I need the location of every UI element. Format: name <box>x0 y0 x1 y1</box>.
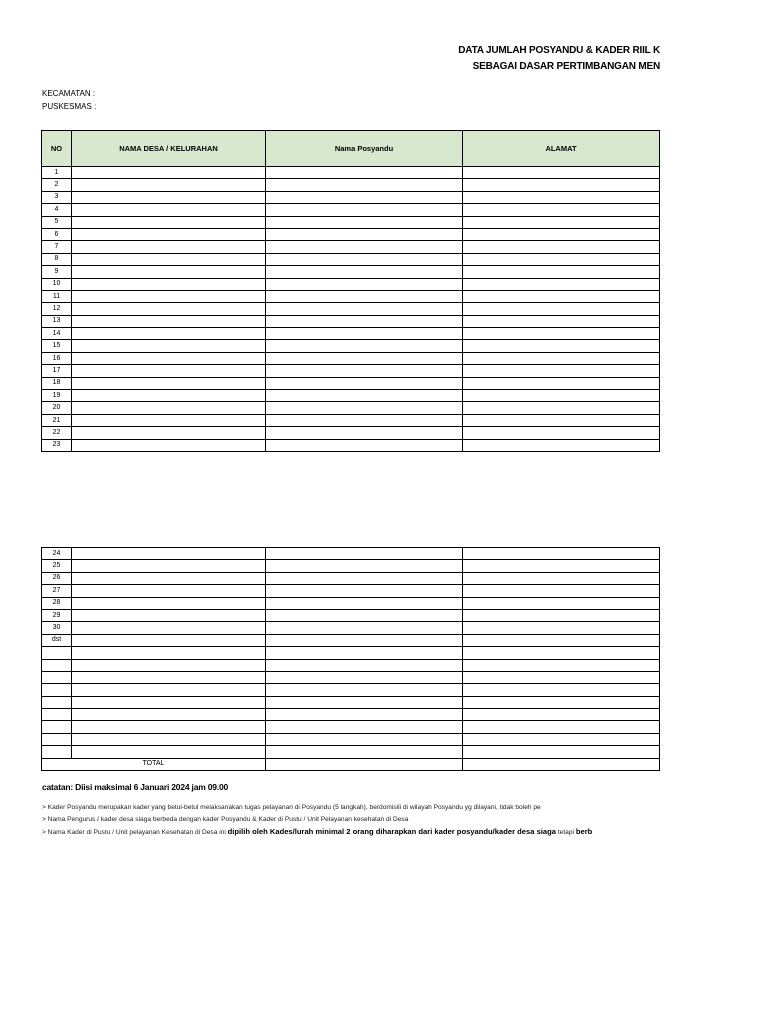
row-number-cell: 25 <box>42 560 72 572</box>
nama-posyandu-cell[interactable] <box>266 365 463 377</box>
table-row <box>42 167 660 179</box>
alamat-cell[interactable] <box>463 696 660 708</box>
nama-desa-cell[interactable] <box>72 377 266 389</box>
nama-posyandu-cell[interactable] <box>266 609 463 621</box>
table-row <box>42 548 660 560</box>
row-number-cell <box>42 671 72 683</box>
alamat-cell[interactable] <box>463 609 660 621</box>
column-header-alamat: ALAMAT <box>463 131 660 167</box>
row-number-cell: 27 <box>42 585 72 597</box>
nama-desa-cell[interactable] <box>72 278 266 290</box>
alamat-cell[interactable] <box>463 241 660 253</box>
nama-posyandu-cell[interactable] <box>266 647 463 659</box>
alamat-cell[interactable] <box>463 709 660 721</box>
row-number-cell <box>42 659 72 671</box>
nama-posyandu-cell[interactable] <box>266 216 463 228</box>
nama-posyandu-cell[interactable] <box>266 352 463 364</box>
column-header-nama-posyandu: Nama Posyandu <box>266 131 463 167</box>
nama-posyandu-cell[interactable] <box>266 191 463 203</box>
nama-desa-cell[interactable] <box>72 709 266 721</box>
nama-desa-cell[interactable] <box>72 303 266 315</box>
nama-posyandu-cell[interactable] <box>266 167 463 179</box>
nama-desa-cell[interactable] <box>72 315 266 327</box>
nama-desa-cell[interactable] <box>72 671 266 683</box>
nama-posyandu-cell[interactable] <box>266 548 463 560</box>
table-row <box>42 696 660 708</box>
alamat-cell[interactable] <box>463 684 660 696</box>
nama-desa-cell[interactable] <box>72 733 266 745</box>
alamat-cell[interactable] <box>463 647 660 659</box>
total-label: TOTAL <box>42 758 266 770</box>
table-row <box>42 365 660 377</box>
nama-desa-cell[interactable] <box>72 647 266 659</box>
alamat-cell[interactable] <box>463 352 660 364</box>
alamat-cell[interactable] <box>463 303 660 315</box>
row-number-cell: 5 <box>42 216 72 228</box>
table-row <box>42 733 660 745</box>
nama-posyandu-cell[interactable] <box>266 721 463 733</box>
nama-desa-cell[interactable] <box>72 597 266 609</box>
row-number-cell: 29 <box>42 609 72 621</box>
table-row <box>42 328 660 340</box>
nama-posyandu-cell[interactable] <box>266 204 463 216</box>
nama-desa-cell[interactable] <box>72 684 266 696</box>
row-number-cell: dst <box>42 634 72 646</box>
note-line: > Nama Pengurus / kader desa siaga berbeda dengan kader Posyandu & Kader di Pustu / Unit Pelayanan kesehatan di Desa <box>42 816 409 823</box>
puskesmas-label: PUSKESMAS : <box>42 102 97 111</box>
table-row <box>42 303 660 315</box>
alamat-cell[interactable] <box>463 548 660 560</box>
posyandu-table-continued <box>41 547 660 771</box>
row-number-cell: 28 <box>42 597 72 609</box>
nama-posyandu-cell[interactable] <box>266 340 463 352</box>
row-number-cell: 17 <box>42 365 72 377</box>
nama-desa-cell[interactable] <box>72 622 266 634</box>
nama-desa-cell[interactable] <box>72 228 266 240</box>
nama-posyandu-cell[interactable] <box>266 696 463 708</box>
nama-posyandu-cell[interactable] <box>266 328 463 340</box>
table-row <box>42 684 660 696</box>
nama-posyandu-cell[interactable] <box>266 402 463 414</box>
row-number-cell: 16 <box>42 352 72 364</box>
table-row <box>42 622 660 634</box>
nama-posyandu-cell[interactable] <box>266 634 463 646</box>
nama-desa-cell[interactable] <box>72 216 266 228</box>
nama-desa-cell[interactable] <box>72 340 266 352</box>
alamat-cell[interactable] <box>463 216 660 228</box>
table-row <box>42 721 660 733</box>
nama-desa-cell[interactable] <box>72 352 266 364</box>
table-row <box>42 746 660 758</box>
nama-desa-cell[interactable] <box>72 204 266 216</box>
alamat-cell[interactable] <box>463 585 660 597</box>
row-number-cell <box>42 746 72 758</box>
alamat-cell[interactable] <box>463 377 660 389</box>
row-number-cell: 22 <box>42 427 72 439</box>
nama-posyandu-cell[interactable] <box>266 241 463 253</box>
table-row <box>42 377 660 389</box>
alamat-cell[interactable] <box>463 290 660 302</box>
nama-desa-cell[interactable] <box>72 328 266 340</box>
alamat-cell[interactable] <box>463 622 660 634</box>
table-row <box>42 572 660 584</box>
row-number-cell: 11 <box>42 290 72 302</box>
alamat-cell[interactable] <box>463 671 660 683</box>
nama-posyandu-cell[interactable] <box>266 303 463 315</box>
row-number-cell: 15 <box>42 340 72 352</box>
row-number-cell: 6 <box>42 228 72 240</box>
nama-posyandu-cell[interactable] <box>266 709 463 721</box>
nama-posyandu-cell[interactable] <box>266 659 463 671</box>
table-row <box>42 427 660 439</box>
document-title-line-2: SEBAGAI DASAR PERTIMBANGAN MEN <box>472 61 660 72</box>
alamat-cell[interactable] <box>463 328 660 340</box>
nama-posyandu-cell[interactable] <box>266 572 463 584</box>
nama-desa-cell[interactable] <box>72 179 266 191</box>
table-row <box>42 390 660 402</box>
nama-desa-cell[interactable] <box>72 253 266 265</box>
table-row <box>42 253 660 265</box>
nama-posyandu-cell[interactable] <box>266 179 463 191</box>
nama-desa-cell[interactable] <box>72 365 266 377</box>
nama-posyandu-cell[interactable] <box>266 414 463 426</box>
alamat-cell[interactable] <box>463 721 660 733</box>
table-row <box>42 340 660 352</box>
alamat-cell[interactable] <box>463 733 660 745</box>
nama-desa-cell[interactable] <box>72 390 266 402</box>
table-row <box>42 634 660 646</box>
nama-desa-cell[interactable] <box>72 609 266 621</box>
table-row <box>42 597 660 609</box>
nama-posyandu-cell[interactable] <box>266 228 463 240</box>
table-row <box>42 439 660 451</box>
note-line-text: tetapi <box>557 829 574 836</box>
row-number-cell: 18 <box>42 377 72 389</box>
nama-desa-cell[interactable] <box>72 572 266 584</box>
table-row <box>42 228 660 240</box>
table-row <box>42 204 660 216</box>
nama-desa-cell[interactable] <box>72 414 266 426</box>
row-number-cell <box>42 721 72 733</box>
total-row <box>42 758 660 770</box>
alamat-cell[interactable] <box>463 427 660 439</box>
nama-posyandu-cell[interactable] <box>266 733 463 745</box>
table-row <box>42 402 660 414</box>
table-row <box>42 659 660 671</box>
nama-posyandu-cell[interactable] <box>266 622 463 634</box>
table-row <box>42 179 660 191</box>
alamat-cell[interactable] <box>463 560 660 572</box>
row-number-cell <box>42 684 72 696</box>
nama-desa-cell[interactable] <box>72 746 266 758</box>
table-row <box>42 560 660 572</box>
row-number-cell: 12 <box>42 303 72 315</box>
row-number-cell <box>42 696 72 708</box>
nama-desa-cell[interactable] <box>72 191 266 203</box>
alamat-cell[interactable] <box>463 634 660 646</box>
total-cell[interactable] <box>463 758 660 770</box>
nama-desa-cell[interactable] <box>72 585 266 597</box>
alamat-cell[interactable] <box>463 439 660 451</box>
row-number-cell: 26 <box>42 572 72 584</box>
nama-desa-cell[interactable] <box>72 439 266 451</box>
table-row <box>42 266 660 278</box>
nama-desa-cell[interactable] <box>72 427 266 439</box>
nama-posyandu-cell[interactable] <box>266 439 463 451</box>
nama-desa-cell[interactable] <box>72 560 266 572</box>
row-number-cell <box>42 709 72 721</box>
posyandu-table <box>41 130 660 452</box>
nama-posyandu-cell[interactable] <box>266 597 463 609</box>
row-number-cell: 7 <box>42 241 72 253</box>
nama-posyandu-cell[interactable] <box>266 746 463 758</box>
row-number-cell: 24 <box>42 548 72 560</box>
notes-title: catatan: Diisi maksimal 6 Januari 2024 jam 09.00 <box>42 782 229 792</box>
nama-posyandu-cell[interactable] <box>266 585 463 597</box>
nama-posyandu-cell[interactable] <box>266 684 463 696</box>
row-number-cell: 4 <box>42 204 72 216</box>
kecamatan-label: KECAMATAN : <box>42 89 96 98</box>
alamat-cell[interactable] <box>463 572 660 584</box>
row-number-cell: 2 <box>42 179 72 191</box>
nama-posyandu-cell[interactable] <box>266 278 463 290</box>
row-number-cell <box>42 733 72 745</box>
document-title-line-1: DATA JUMLAH POSYANDU & KADER RIIL K <box>458 45 660 56</box>
table-row <box>42 191 660 203</box>
alamat-cell[interactable] <box>463 340 660 352</box>
alamat-cell[interactable] <box>463 597 660 609</box>
table-row <box>42 709 660 721</box>
table-row <box>42 315 660 327</box>
table-header-row <box>42 131 660 167</box>
table-row <box>42 671 660 683</box>
row-number-cell: 21 <box>42 414 72 426</box>
table-row <box>42 290 660 302</box>
note-line-emphasis: dipilih oleh Kades/lurah minimal 2 orang diharapkan dari kader posyandu/kader desa siaga <box>227 827 556 836</box>
row-number-cell: 8 <box>42 253 72 265</box>
row-number-cell: 23 <box>42 439 72 451</box>
nama-desa-cell[interactable] <box>72 634 266 646</box>
alamat-cell[interactable] <box>463 278 660 290</box>
row-number-cell: 19 <box>42 390 72 402</box>
alamat-cell[interactable] <box>463 390 660 402</box>
nama-posyandu-cell[interactable] <box>266 377 463 389</box>
alamat-cell[interactable] <box>463 167 660 179</box>
nama-posyandu-cell[interactable] <box>266 390 463 402</box>
nama-desa-cell[interactable] <box>72 402 266 414</box>
note-line <box>42 827 659 836</box>
row-number-cell: 30 <box>42 622 72 634</box>
alamat-cell[interactable] <box>463 266 660 278</box>
alamat-cell[interactable] <box>463 315 660 327</box>
table-row <box>42 609 660 621</box>
nama-desa-cell[interactable] <box>72 241 266 253</box>
row-number-cell: 1 <box>42 167 72 179</box>
nama-posyandu-cell[interactable] <box>266 266 463 278</box>
alamat-cell[interactable] <box>463 365 660 377</box>
alamat-cell[interactable] <box>463 253 660 265</box>
row-number-cell <box>42 647 72 659</box>
table-row <box>42 352 660 364</box>
table-row <box>42 414 660 426</box>
row-number-cell: 14 <box>42 328 72 340</box>
alamat-cell[interactable] <box>463 204 660 216</box>
alamat-cell[interactable] <box>463 402 660 414</box>
alamat-cell[interactable] <box>463 414 660 426</box>
nama-desa-cell[interactable] <box>72 290 266 302</box>
nama-desa-cell[interactable] <box>72 696 266 708</box>
nama-posyandu-cell[interactable] <box>266 290 463 302</box>
row-number-cell: 3 <box>42 191 72 203</box>
nama-desa-cell[interactable] <box>72 721 266 733</box>
row-number-cell: 9 <box>42 266 72 278</box>
alamat-cell[interactable] <box>463 659 660 671</box>
nama-posyandu-cell[interactable] <box>266 671 463 683</box>
table-row <box>42 585 660 597</box>
alamat-cell[interactable] <box>463 191 660 203</box>
nama-posyandu-cell[interactable] <box>266 315 463 327</box>
nama-posyandu-cell[interactable] <box>266 560 463 572</box>
alamat-cell[interactable] <box>463 746 660 758</box>
nama-posyandu-cell[interactable] <box>266 427 463 439</box>
row-number-cell: 10 <box>42 278 72 290</box>
note-line-text: > Nama Kader di Pustu / Unit pelayanan Kesehatan di Desa ini <box>42 829 226 836</box>
nama-posyandu-cell[interactable] <box>266 253 463 265</box>
column-header-nama-desa: NAMA DESA / KELURAHAN <box>72 131 266 167</box>
row-number-cell: 20 <box>42 402 72 414</box>
nama-desa-cell[interactable] <box>72 659 266 671</box>
nama-desa-cell[interactable] <box>72 266 266 278</box>
alamat-cell[interactable] <box>463 179 660 191</box>
row-number-cell: 13 <box>42 315 72 327</box>
table-row <box>42 241 660 253</box>
table-row <box>42 278 660 290</box>
note-line-emphasis: berb <box>575 827 593 836</box>
total-cell[interactable] <box>266 758 463 770</box>
table-row <box>42 647 660 659</box>
nama-desa-cell[interactable] <box>72 548 266 560</box>
nama-desa-cell[interactable] <box>72 167 266 179</box>
table-row <box>42 216 660 228</box>
alamat-cell[interactable] <box>463 228 660 240</box>
column-header-no: NO <box>42 131 72 167</box>
note-line: > Kader Posyandu merupakan kader yang betul-betul melaksanakan tugas pelayanan di Posyandu (5 langkah), berdomisili di wilayah Posyandu yg dilayani, tidak boleh pe <box>42 804 541 811</box>
